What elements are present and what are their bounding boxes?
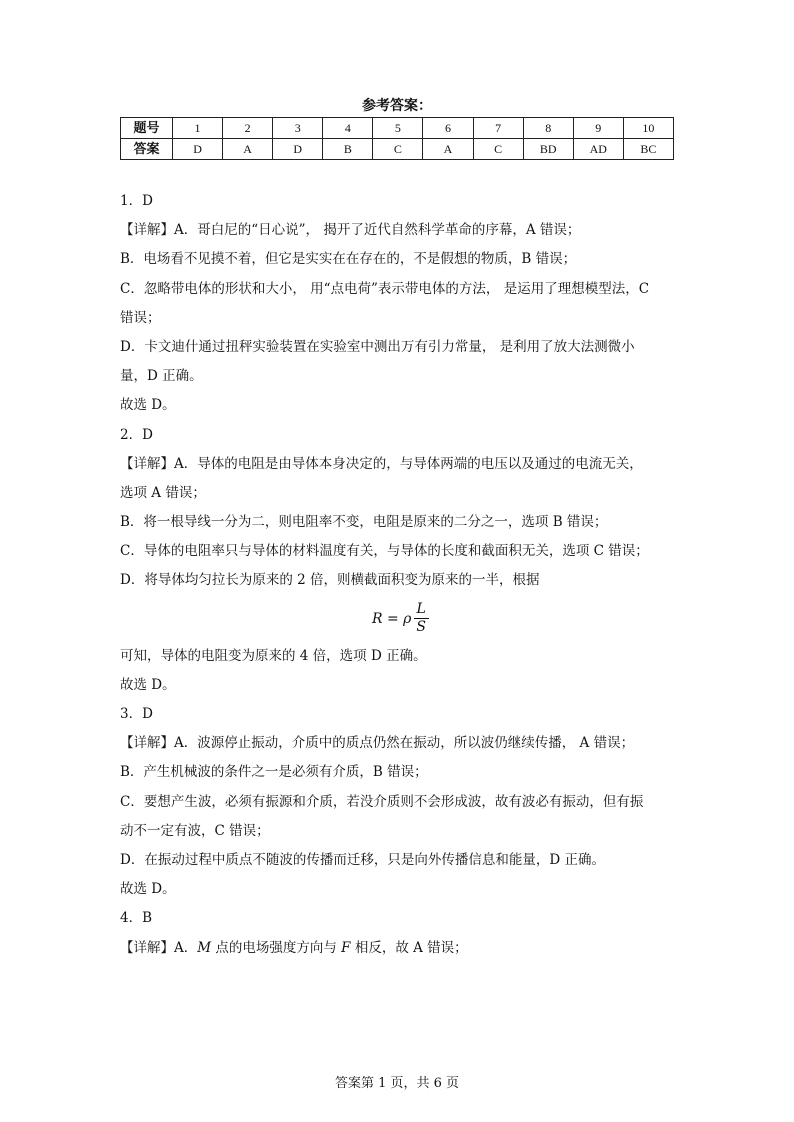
explanation-line: 【详解】A．波源停止振动，介质中的质点仍然在振动，所以波仍继续传播， A 错误； [120, 735, 635, 752]
table-cell: BD [523, 139, 573, 160]
resistance-formula [120, 596, 680, 642]
explanation-line: 选项 A 错误； [120, 484, 206, 501]
variable-f: F [341, 939, 351, 956]
explanation-line: C．忽略带电体的形状和大小， 用“点电荷”表示带电体的方法， 是运用了理想模型法，C [120, 280, 650, 297]
explanation-line: 可知，导体的电阻变为原来的 4 倍，选项 D 正确。 [120, 647, 427, 664]
page-footer: 答案第 1 页，共 6 页 [334, 1076, 460, 1091]
explanation-prefix: 【详解】A． [120, 939, 198, 956]
answer-table [120, 117, 674, 160]
table-cell: 9 [573, 118, 623, 139]
table-cell: B [323, 139, 373, 160]
explanation-suffix: 相反，故 A 错误； [350, 939, 468, 956]
question-number: 2．D [120, 426, 153, 443]
question-number: 1．D [120, 193, 153, 209]
formula-denominator: S [416, 619, 426, 636]
table-cell: 5 [373, 118, 423, 139]
explanation-line [120, 934, 680, 963]
table-cell: A [223, 139, 273, 160]
table-cell: D [173, 139, 223, 160]
table-cell: BC [623, 139, 673, 160]
table-cell: 6 [423, 118, 473, 139]
variable-m: M [197, 939, 212, 956]
table-cell: 题号 [121, 118, 173, 139]
table-cell: A [423, 139, 473, 160]
table-cell: 3 [273, 118, 323, 139]
table-cell: C [473, 139, 523, 160]
explanation-line: C．要想产生波，必须有振源和介质，若没介质则不会形成波，故有波必有振动，但有振 [120, 793, 644, 810]
explanation-mid: 点的电场强度方向与 [211, 939, 342, 956]
explanation-line: D．将导体均匀拉长为原来的 2 倍，则横截面积变为原来的一半，根据 [120, 572, 540, 589]
table-cell: 7 [473, 118, 523, 139]
table-cell: 10 [623, 118, 673, 139]
explanation-line: B．将一根导线一分为二，则电阻率不变，电阻是原来的二分之一，选项 B 错误； [120, 514, 608, 531]
table-row [121, 118, 674, 139]
explanation-line: 【详解】A．导体的电阻是由导体本身决定的，与导体两端的电压以及通过的电流无关， [120, 455, 643, 472]
question-number: 4．B [120, 910, 153, 927]
conclusion-line: 故选 D。 [120, 676, 176, 693]
table-cell: 8 [523, 118, 573, 139]
explanation-line: 【详解】A．哥白尼的“日心说”， 揭开了近代自然科学革命的序幕，A 错误； [120, 222, 581, 239]
explanation-line: D．卡文迪什通过扭秤实验装置在实验室中测出万有引力常量， 是利用了放大法测微小 [120, 338, 635, 355]
explanation-line: B．产生机械波的条件之一是必须有介质，B 错误； [120, 764, 428, 781]
explanation-line: D．在振动过程中质点不随波的传播而迁移，只是向外传播信息和能量，D 正确。 [120, 851, 605, 868]
formula-fraction [413, 601, 429, 636]
explanation-line: B．电场看不见摸不着，但它是实实在在存在的，不是假想的物质，B 错误； [120, 251, 577, 268]
conclusion-line: 故选 D。 [120, 881, 176, 898]
conclusion-line: 故选 D。 [120, 397, 176, 414]
table-row [121, 139, 674, 160]
explanation-line: 量，D 正确。 [120, 368, 203, 385]
table-cell: 答案 [121, 139, 173, 160]
question-number: 3．D [120, 706, 153, 722]
table-cell: D [273, 139, 323, 160]
table-cell: C [373, 139, 423, 160]
explanation-line: C．导体的电阻率只与导体的材料温度有关，与导体的长度和截面积无关，选项 C 错误； [120, 543, 649, 560]
table-cell: 1 [173, 118, 223, 139]
answer-explanations [120, 187, 680, 963]
table-cell: AD [573, 139, 623, 160]
table-cell: 4 [323, 118, 373, 139]
explanation-line: 动不一定有波，C 错误； [120, 822, 270, 839]
formula-numerator: L [414, 601, 429, 619]
page-title: 参考答案： [362, 98, 432, 114]
explanation-line: 错误； [120, 309, 161, 326]
formula-lhs: R = ρ [372, 610, 412, 627]
table-cell: 2 [223, 118, 273, 139]
